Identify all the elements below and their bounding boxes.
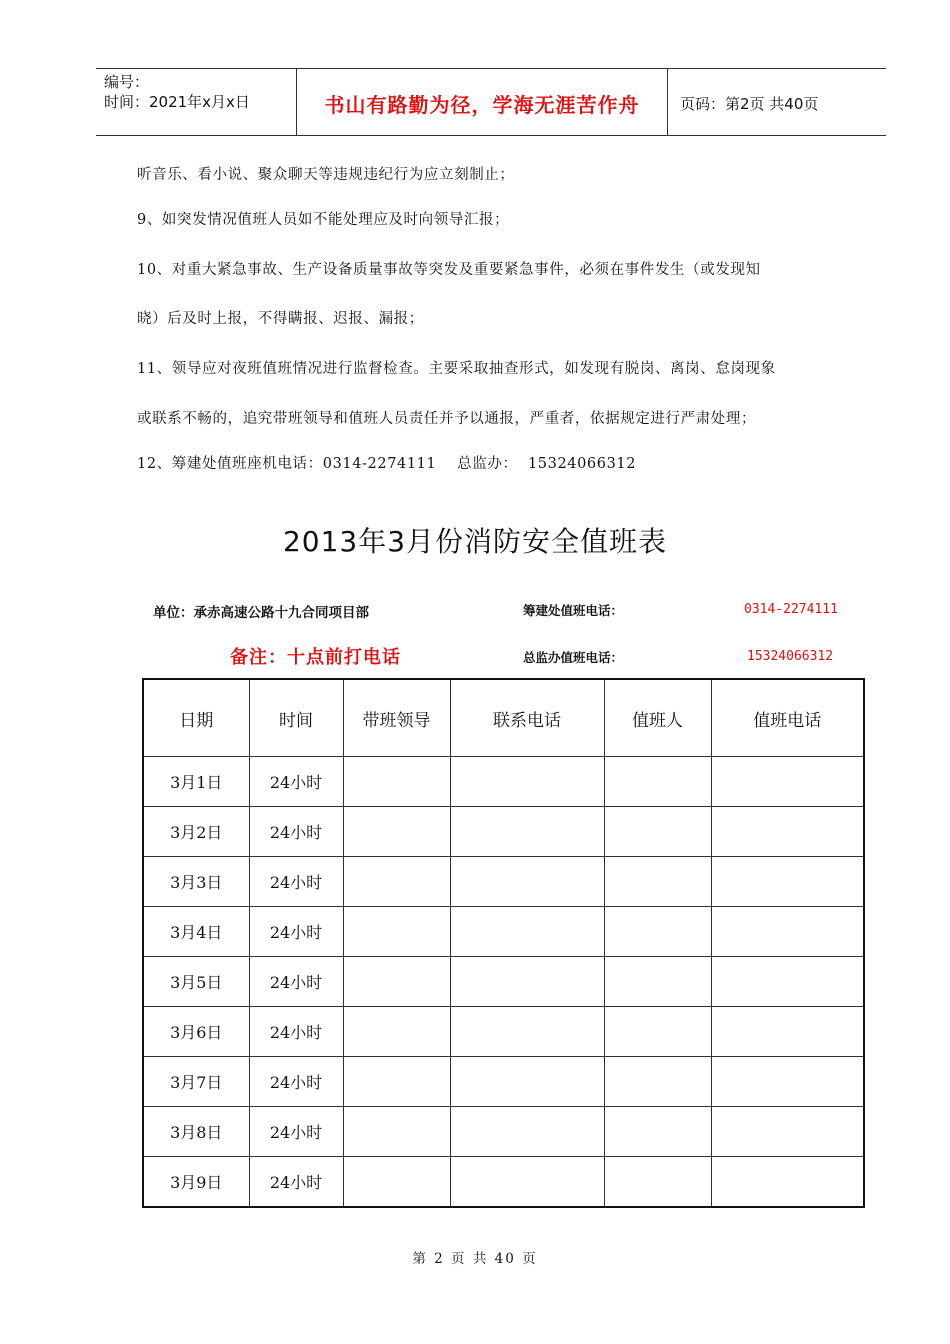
header-divider (667, 69, 668, 135)
cell-duty-phone[interactable] (711, 757, 864, 807)
cell-contact-phone[interactable] (450, 1057, 604, 1107)
column-header-leader: 带班领导 (343, 679, 450, 757)
cell-time: 24小时 (249, 907, 343, 957)
cell-date: 3月2日 (143, 807, 249, 857)
paragraph: 晓）后及时上报，不得瞒报、迟报、漏报； (137, 311, 424, 327)
cell-date: 3月4日 (143, 907, 249, 957)
schedule-title: 2013年3月份消防安全值班表 (282, 525, 668, 558)
office-phone-label: 筹建处值班电话： (523, 603, 624, 618)
cell-leader[interactable] (343, 807, 450, 857)
cell-contact-phone[interactable] (450, 1157, 604, 1208)
header-page-number: 页码：第2页 共40页 (680, 95, 819, 113)
table-row (143, 957, 864, 1007)
cell-date: 3月8日 (143, 1107, 249, 1157)
cell-date: 3月1日 (143, 757, 249, 807)
cell-duty-phone[interactable] (711, 857, 864, 907)
cell-time: 24小时 (249, 857, 343, 907)
note-label: 备注：十点前打电话 (230, 647, 401, 668)
paragraph: 12、筹建处值班座机电话：0314-2274111 总监办： 15324066312 (137, 456, 637, 472)
table-header-row (143, 679, 864, 757)
cell-date: 3月6日 (143, 1007, 249, 1057)
cell-contact-phone[interactable] (450, 757, 604, 807)
cell-duty-phone[interactable] (711, 807, 864, 857)
table-row (143, 1157, 864, 1208)
cell-duty-person[interactable] (604, 1157, 711, 1208)
cell-duty-person[interactable] (604, 957, 711, 1007)
cell-duty-person[interactable] (604, 857, 711, 907)
cell-duty-phone[interactable] (711, 1107, 864, 1157)
supervisor-phone-label: 总监办值班电话： (523, 650, 624, 665)
cell-contact-phone[interactable] (450, 807, 604, 857)
supervisor-phone: 15324066312 (747, 649, 834, 664)
duty-schedule-table (142, 678, 865, 1208)
header-meta (104, 72, 294, 112)
cell-duty-person[interactable] (604, 1007, 711, 1057)
cell-duty-phone[interactable] (711, 957, 864, 1007)
cell-time: 24小时 (249, 1007, 343, 1057)
cell-leader[interactable] (343, 757, 450, 807)
document-time: 时间：2021年x月x日 (104, 93, 250, 111)
page-footer: 第 2 页 共 40 页 (412, 1251, 538, 1267)
header-slogan: 书山有路勤为径，学海无涯苦作舟 (324, 93, 640, 117)
cell-duty-person[interactable] (604, 807, 711, 857)
table-row (143, 757, 864, 807)
cell-leader[interactable] (343, 857, 450, 907)
table-row (143, 907, 864, 957)
cell-duty-person[interactable] (604, 1107, 711, 1157)
cell-contact-phone[interactable] (450, 957, 604, 1007)
office-phone: 0314-2274111 (744, 602, 838, 617)
cell-contact-phone[interactable] (450, 1007, 604, 1057)
cell-contact-phone[interactable] (450, 907, 604, 957)
cell-date: 3月5日 (143, 957, 249, 1007)
unit-label: 单位：承赤高速公路十九合同项目部 (153, 605, 369, 621)
column-header-contact-phone: 联系电话 (450, 679, 604, 757)
page-header (96, 68, 886, 136)
cell-time: 24小时 (249, 1057, 343, 1107)
cell-time: 24小时 (249, 1157, 343, 1208)
cell-date: 3月3日 (143, 857, 249, 907)
cell-date: 3月9日 (143, 1157, 249, 1208)
cell-duty-person[interactable] (604, 1057, 711, 1107)
cell-leader[interactable] (343, 1007, 450, 1057)
column-header-duty-person: 值班人 (604, 679, 711, 757)
column-header-time: 时间 (249, 679, 343, 757)
cell-duty-person[interactable] (604, 907, 711, 957)
cell-time: 24小时 (249, 957, 343, 1007)
table-row (143, 1057, 864, 1107)
cell-time: 24小时 (249, 807, 343, 857)
cell-contact-phone[interactable] (450, 1107, 604, 1157)
cell-date: 3月7日 (143, 1057, 249, 1107)
cell-duty-phone[interactable] (711, 1157, 864, 1208)
cell-duty-person[interactable] (604, 757, 711, 807)
paragraph: 听音乐、看小说、聚众聊天等违规违纪行为应立刻制止； (137, 167, 515, 183)
cell-leader[interactable] (343, 1057, 450, 1107)
table-row (143, 1007, 864, 1057)
table-row (143, 807, 864, 857)
paragraph: 9、如突发情况值班人员如不能处理应及时向领导汇报； (137, 212, 510, 228)
paragraph: 10、对重大紧急事故、生产设备质量事故等突发及重要紧急事件，必须在事件发生（或发现知 (137, 262, 761, 278)
column-header-duty-phone: 值班电话 (711, 679, 864, 757)
table-row (143, 1107, 864, 1157)
cell-leader[interactable] (343, 907, 450, 957)
paragraph: 11、领导应对夜班值班情况进行监督检查。主要采取抽查形式，如发现有脱岗、离岗、怠岗现象 (137, 361, 776, 377)
cell-leader[interactable] (343, 1107, 450, 1157)
cell-time: 24小时 (249, 757, 343, 807)
document-number: 编号： (104, 73, 150, 91)
cell-duty-phone[interactable] (711, 1007, 864, 1057)
table-row (143, 857, 864, 907)
paragraph: 或联系不畅的，追究带班领导和值班人员责任并予以通报，严重者，依据规定进行严肃处理； (137, 411, 757, 427)
cell-contact-phone[interactable] (450, 857, 604, 907)
cell-duty-phone[interactable] (711, 1057, 864, 1107)
cell-duty-phone[interactable] (711, 907, 864, 957)
cell-leader[interactable] (343, 957, 450, 1007)
column-header-date: 日期 (143, 679, 249, 757)
cell-time: 24小时 (249, 1107, 343, 1157)
cell-leader[interactable] (343, 1157, 450, 1208)
